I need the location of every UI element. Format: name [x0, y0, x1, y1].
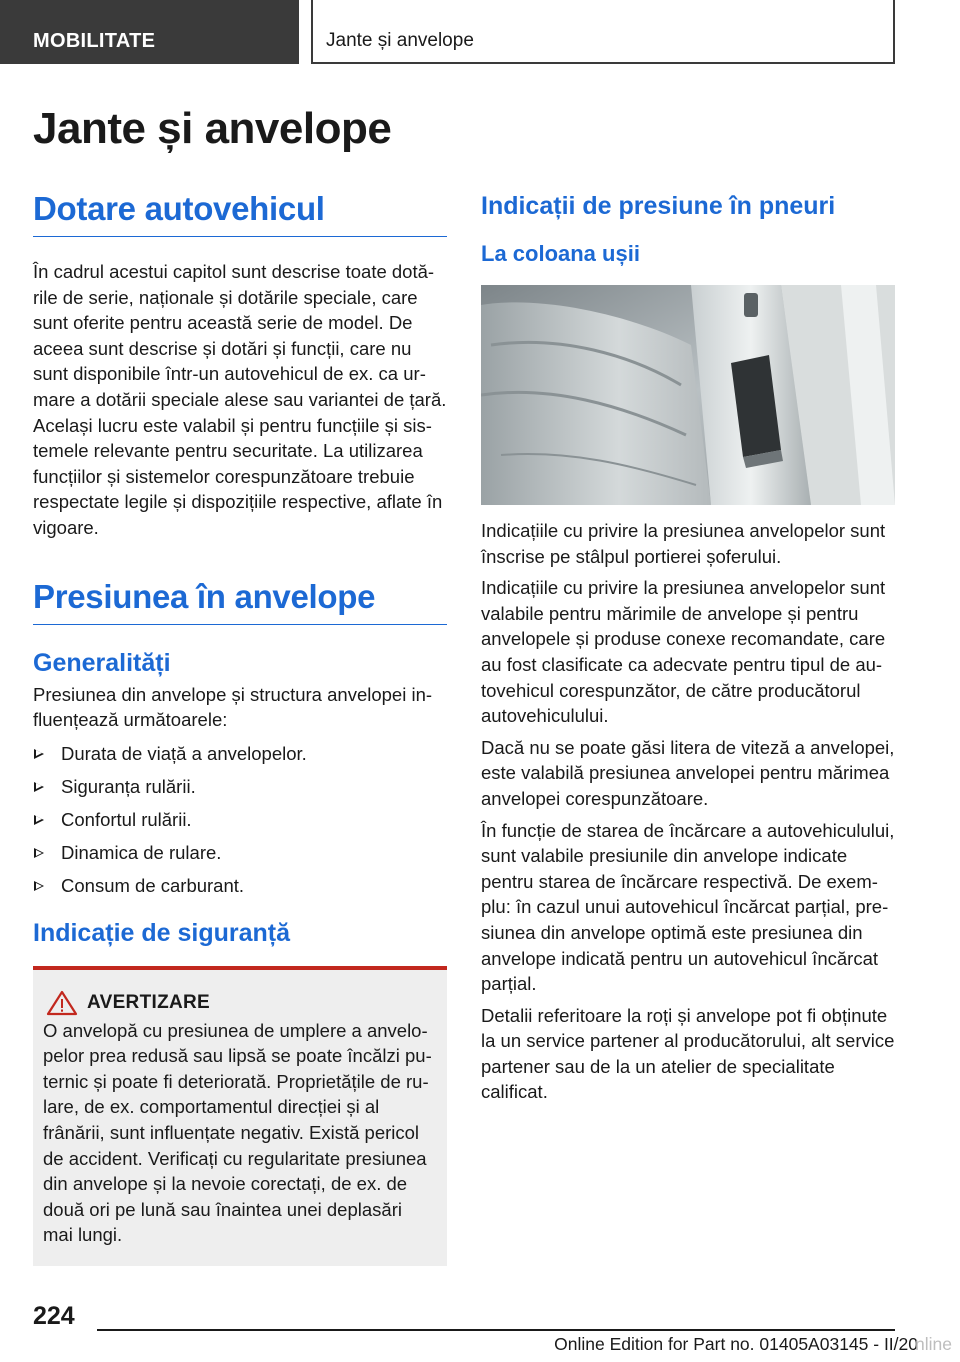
list-item: Confortul rulării.	[33, 807, 447, 833]
footer-divider	[97, 1329, 895, 1331]
watermark: nline	[915, 1334, 952, 1354]
general-paragraph: Presiunea din anvelope și structura anvelopei influențează următoarele:	[33, 683, 433, 731]
list-item: Dinamica de rulare.	[33, 840, 447, 866]
left-column	[33, 190, 447, 1266]
pressure-info-heading: Indicații de presiune în pneuri	[481, 192, 836, 220]
door-pillar-heading: La coloana ușii	[481, 241, 640, 266]
section-tab: MOBILITATE	[0, 0, 299, 64]
triangle-bullet-icon	[34, 815, 44, 825]
equipment-heading: Dotare autovehicul	[33, 190, 447, 237]
triangle-bullet-icon	[34, 749, 44, 759]
chapter-tab: Jante și anvelope	[311, 0, 895, 64]
warning-title: AVERTIZARE	[87, 991, 210, 1013]
page-title: Jante și anvelope	[33, 104, 392, 153]
list-item: Consum de carburant.	[33, 873, 447, 899]
door-pillar-photo	[481, 285, 895, 505]
equipment-paragraph: În cadrul acestui capitol sunt descrise toate dotările de serie, naționale și dotările speciale, care sunt oferite pentru această serie de model. De aceea sunt descrise și dotări și funcții, care nu sunt disponibile într-un autovehicul de ex. ca urmare a dotării speciale alese sau variantei de țară. Același lucru este valabil și pentru funcțiile și sistemele relevante pentru securitate. La utilizarea funcțiilor și sistemelor corespunzătoare trebuie respectate legile și dispozițiile respective, aflate în vigoare.	[33, 261, 447, 538]
info-paragraph-5: Detalii referitoare la roți și anvelope pot fi obținute la un service partener al producătorului, alt service partener sau de la un atelier de specialitate calificat.	[481, 1004, 895, 1103]
general-heading: Generalități	[33, 648, 171, 677]
right-column	[481, 192, 895, 1105]
info-paragraph-3: Dacă nu se poate găsi litera de viteză a anvelopei, este valabilă presiunea anvelopei pentru mărimea anvelopei corespunzătoare.	[481, 736, 895, 809]
info-paragraph-1: Indicațiile cu privire la presiunea anvelopelor sunt înscrise pe stâlpul portierei șoferului.	[481, 520, 886, 567]
safety-heading: Indicație de siguranță	[33, 918, 291, 947]
triangle-bullet-icon	[34, 782, 44, 792]
warning-header	[43, 990, 435, 1016]
page-number: 224	[33, 1302, 75, 1330]
list-item: Siguranța rulării.	[33, 774, 447, 800]
triangle-bullet-icon	[34, 848, 44, 858]
info-paragraph-4: În funcție de starea de încărcare a autovehiculului, sunt valabile presiunile din anvelope indicate pentru starea de încărcare respectivă. De exemplu: în cazul unui autovehicul încărcat parțial, presiunea din anvelope optimă este presiunea din anvelope indicată pentru un autovehicul încărcat parțial.	[481, 819, 895, 995]
influence-list	[33, 741, 447, 899]
tire-pressure-heading: Presiunea în anvelope	[33, 578, 447, 625]
list-item: Durata de viață a anvelopelor.	[33, 741, 447, 767]
warning-text: O anvelopă cu presiunea de umplere a anvelopelor prea redusă sau lipsă se poate încălzi puternic și poate fi deteriorată. Proprietățile de rulare, de ex. comportamentul direcției și al frânării, sunt influențate negativ. Există pericol de accident. Verificați cu regularitate presiunea din anvelope și la nevoie corectați, de ex. de două ori pe lună sau înaintea unei deplasări mai lungi.	[43, 1019, 432, 1246]
edition-note: Online Edition for Part no. 01405A03145 - II/20	[554, 1334, 918, 1354]
warning-triangle-icon	[45, 990, 79, 1016]
warning-box	[33, 966, 447, 1266]
info-paragraph-2: Indicațiile cu privire la presiunea anvelopelor sunt valabile pentru mărimile de anvelope și pentru anvelopele și produse conexe recomandate, care au fost clasificate ca adecvate pentru tipul de autovehicul corespunzător, de către producătorul autovehiculului.	[481, 577, 886, 727]
triangle-bullet-icon	[34, 881, 44, 891]
